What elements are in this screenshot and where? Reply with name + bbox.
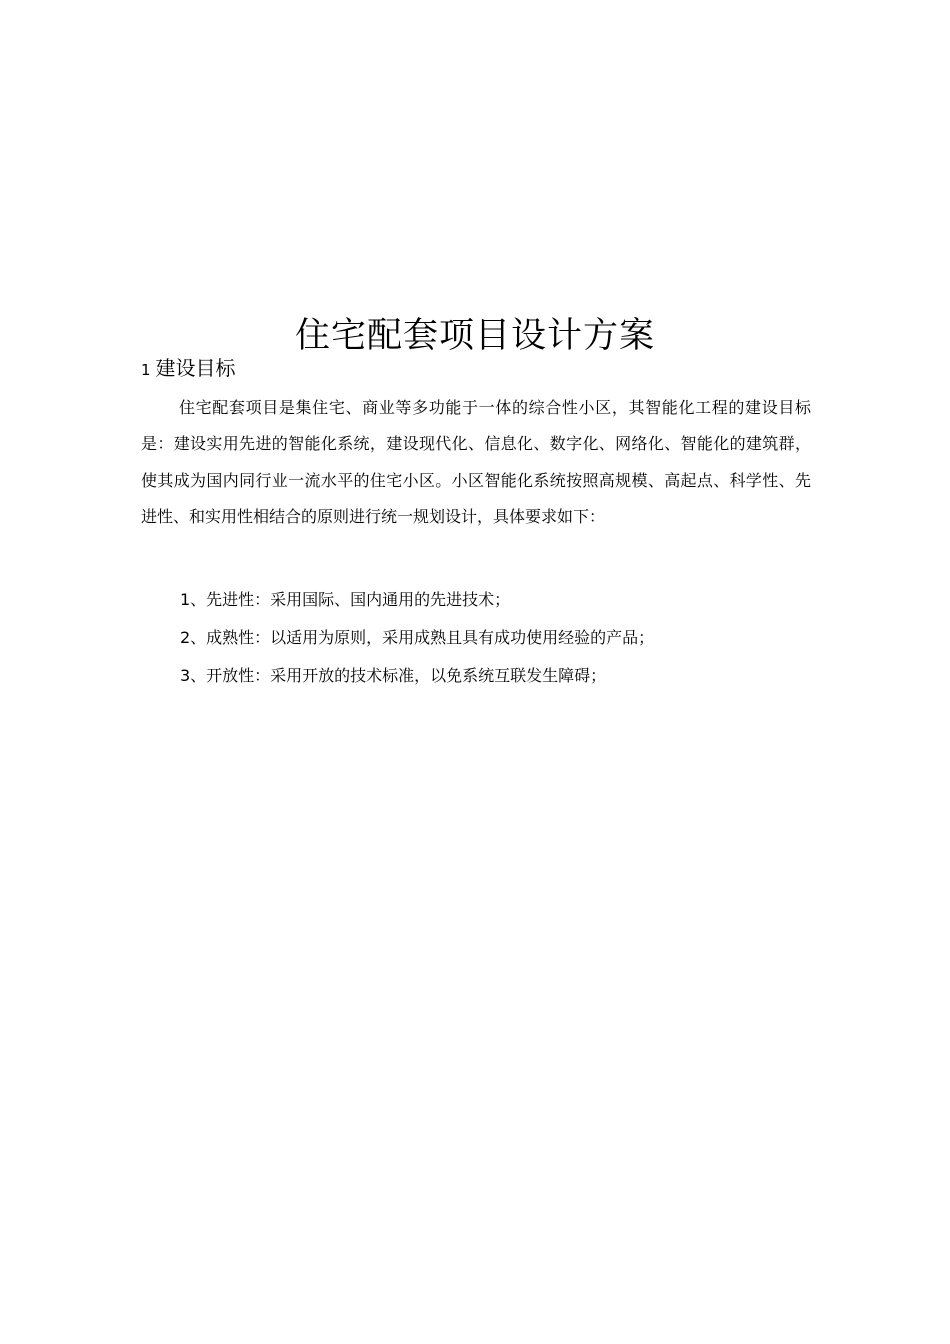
section-heading	[141, 353, 236, 385]
body-paragraph: 住宅配套项目是集住宅、商业等多功能于一体的综合性小区，其智能化工程的建设目标是：建设实用先进的智能化系统，建设现代化、信息化、数字化、网络化、智能化的建筑群，使其成为国内同行业一流水平的住宅小区。小区智能化系统按照高规模、高起点、科学性、先进性、和实用性相结合的原则进行统一规划设计，具体要求如下：	[141, 398, 811, 527]
requirement-item: 3、开放性：采用开放的技术标准，以免系统互联发生障碍；	[180, 666, 607, 685]
section-title: 建设目标	[155, 356, 236, 380]
section-number: 1	[141, 361, 151, 379]
requirements-list	[180, 581, 654, 695]
requirement-item: 1、先进性：采用国际、国内通用的先进技术；	[180, 590, 511, 609]
document-title: 住宅配套项目设计方案	[294, 316, 655, 356]
requirement-item: 2、成熟性：以适用为原则，采用成熟且具有成功使用经验的产品；	[180, 628, 655, 647]
